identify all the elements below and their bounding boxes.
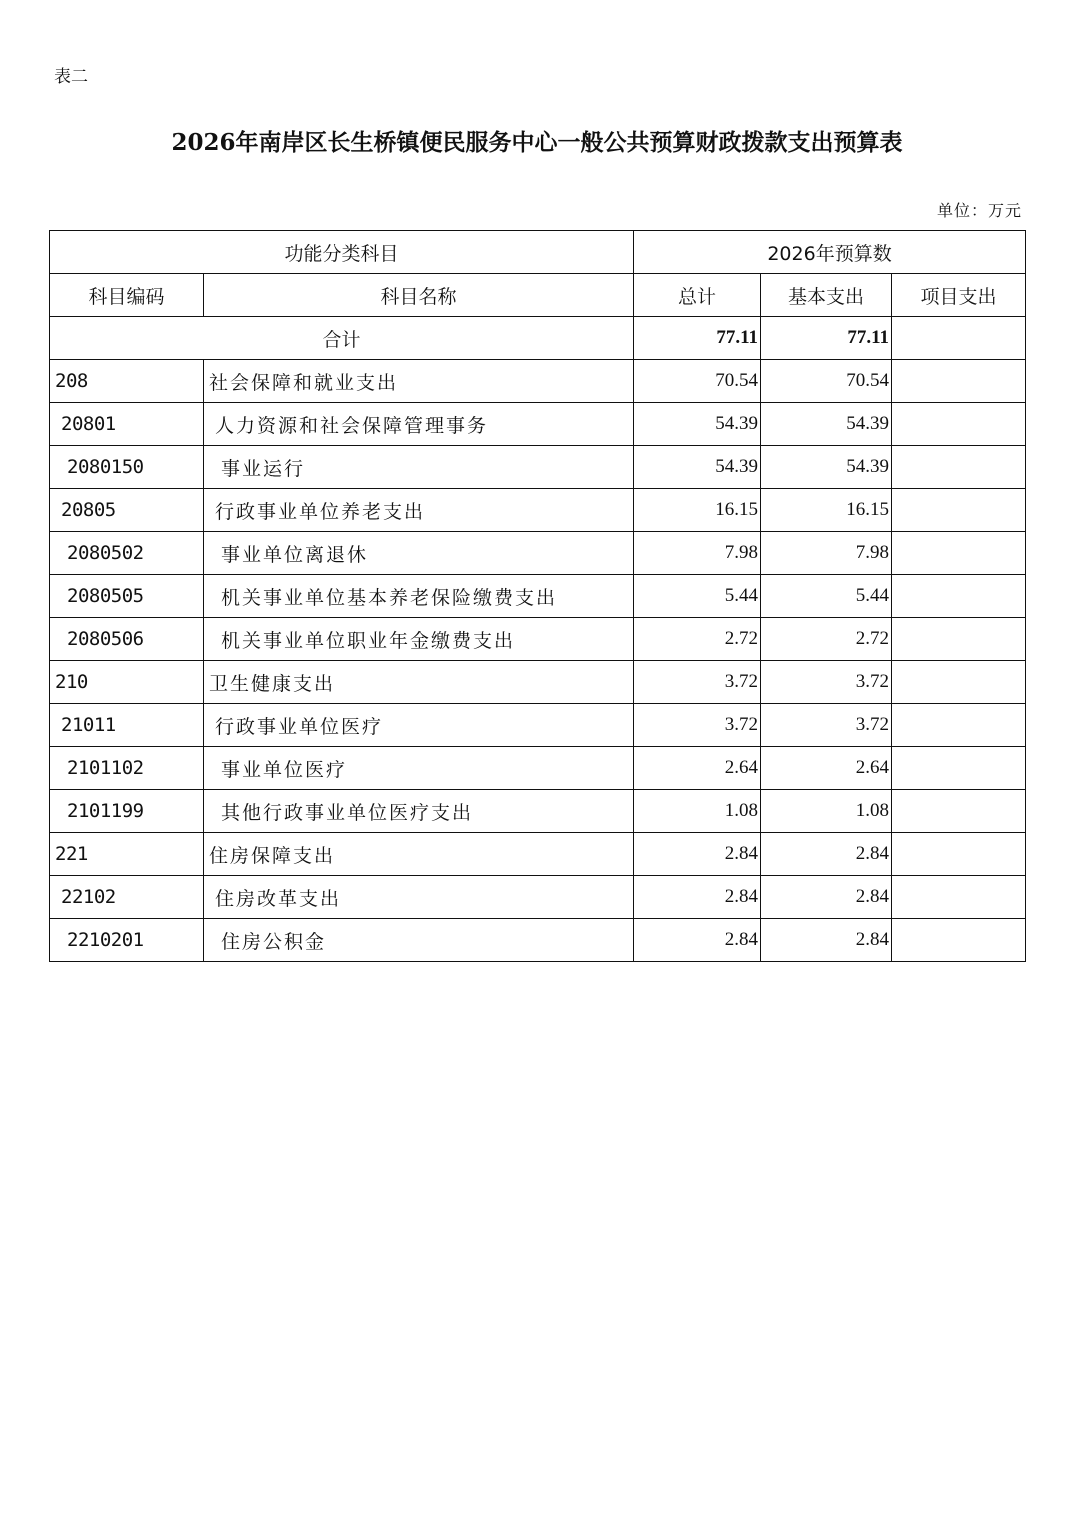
amount-total: 1.08 <box>634 790 761 833</box>
amount-project <box>892 661 1026 704</box>
amount-project <box>892 360 1026 403</box>
amount-project <box>892 747 1026 790</box>
amount-project <box>892 790 1026 833</box>
amount-project <box>892 833 1026 876</box>
amount-total: 5.44 <box>634 575 761 618</box>
amount-total: 7.98 <box>634 532 761 575</box>
header-total: 总计 <box>634 274 761 317</box>
amount-basic: 2.72 <box>761 618 892 661</box>
table-row <box>50 575 1026 618</box>
total-project <box>892 317 1026 360</box>
subject-name: 人力资源和社会保障管理事务 <box>204 403 634 446</box>
subject-name: 住房改革支出 <box>204 876 634 919</box>
table-row <box>50 876 1026 919</box>
amount-total: 2.84 <box>634 876 761 919</box>
amount-project <box>892 704 1026 747</box>
amount-basic: 2.84 <box>761 919 892 962</box>
header-subject-code: 科目编码 <box>50 274 204 317</box>
table-row <box>50 747 1026 790</box>
header-basic-expenditure: 基本支出 <box>761 274 892 317</box>
subject-code: 2080505 <box>50 575 204 618</box>
amount-project <box>892 575 1026 618</box>
subject-name: 机关事业单位基本养老保险缴费支出 <box>204 575 634 618</box>
amount-total: 70.54 <box>634 360 761 403</box>
subject-name: 行政事业单位养老支出 <box>204 489 634 532</box>
amount-basic: 2.84 <box>761 876 892 919</box>
amount-basic: 3.72 <box>761 661 892 704</box>
table-number: 表二 <box>54 67 88 87</box>
unit-label: 单位：万元 <box>936 201 1022 220</box>
amount-project <box>892 919 1026 962</box>
subject-code: 21011 <box>50 704 204 747</box>
amount-total: 54.39 <box>634 446 761 489</box>
subject-code: 20805 <box>50 489 204 532</box>
amount-basic: 2.84 <box>761 833 892 876</box>
table-row <box>50 919 1026 962</box>
table-row <box>50 833 1026 876</box>
header-budget-amount: 2026年预算数 <box>634 231 1026 274</box>
total-row <box>50 317 1026 360</box>
subject-name: 事业单位医疗 <box>204 747 634 790</box>
subject-name: 事业单位离退休 <box>204 532 634 575</box>
amount-total: 54.39 <box>634 403 761 446</box>
amount-project <box>892 618 1026 661</box>
table-row <box>50 403 1026 446</box>
table-row <box>50 532 1026 575</box>
total-sum: 77.11 <box>634 317 761 360</box>
table-row <box>50 704 1026 747</box>
amount-basic: 1.08 <box>761 790 892 833</box>
amount-total: 3.72 <box>634 661 761 704</box>
subject-code: 2080506 <box>50 618 204 661</box>
amount-basic: 3.72 <box>761 704 892 747</box>
header-subject-name: 科目名称 <box>204 274 634 317</box>
amount-total: 16.15 <box>634 489 761 532</box>
amount-basic: 2.64 <box>761 747 892 790</box>
group-header-row <box>50 231 1026 274</box>
subject-code: 210 <box>50 661 204 704</box>
table-row <box>50 489 1026 532</box>
amount-basic: 7.98 <box>761 532 892 575</box>
table-row <box>50 446 1026 489</box>
amount-basic: 54.39 <box>761 446 892 489</box>
table-row <box>50 360 1026 403</box>
subject-code: 221 <box>50 833 204 876</box>
amount-project <box>892 403 1026 446</box>
page-title: 2026年南岸区长生桥镇便民服务中心一般公共预算财政拨款支出预算表 <box>171 129 903 156</box>
subject-name: 住房公积金 <box>204 919 634 962</box>
amount-total: 2.64 <box>634 747 761 790</box>
subject-code: 22102 <box>50 876 204 919</box>
subject-code: 2210201 <box>50 919 204 962</box>
amount-basic: 70.54 <box>761 360 892 403</box>
subject-code: 2080150 <box>50 446 204 489</box>
subject-name: 卫生健康支出 <box>204 661 634 704</box>
table-row <box>50 790 1026 833</box>
header-project-expenditure: 项目支出 <box>892 274 1026 317</box>
amount-project <box>892 446 1026 489</box>
subject-code: 20801 <box>50 403 204 446</box>
column-header-row <box>50 274 1026 317</box>
amount-total: 2.72 <box>634 618 761 661</box>
header-functional-classification: 功能分类科目 <box>50 231 634 274</box>
subject-code: 2101199 <box>50 790 204 833</box>
amount-total: 3.72 <box>634 704 761 747</box>
subject-name: 住房保障支出 <box>204 833 634 876</box>
subject-code: 2101102 <box>50 747 204 790</box>
subject-name: 其他行政事业单位医疗支出 <box>204 790 634 833</box>
total-basic: 77.11 <box>761 317 892 360</box>
amount-basic: 54.39 <box>761 403 892 446</box>
amount-basic: 16.15 <box>761 489 892 532</box>
amount-project <box>892 532 1026 575</box>
budget-table <box>49 230 1026 962</box>
amount-project <box>892 489 1026 532</box>
subject-name: 社会保障和就业支出 <box>204 360 634 403</box>
amount-project <box>892 876 1026 919</box>
subject-code: 2080502 <box>50 532 204 575</box>
amount-total: 2.84 <box>634 919 761 962</box>
amount-basic: 5.44 <box>761 575 892 618</box>
table-row <box>50 661 1026 704</box>
subject-name: 事业运行 <box>204 446 634 489</box>
total-label: 合计 <box>50 317 634 360</box>
subject-code: 208 <box>50 360 204 403</box>
amount-total: 2.84 <box>634 833 761 876</box>
subject-name: 机关事业单位职业年金缴费支出 <box>204 618 634 661</box>
subject-name: 行政事业单位医疗 <box>204 704 634 747</box>
table-row <box>50 618 1026 661</box>
